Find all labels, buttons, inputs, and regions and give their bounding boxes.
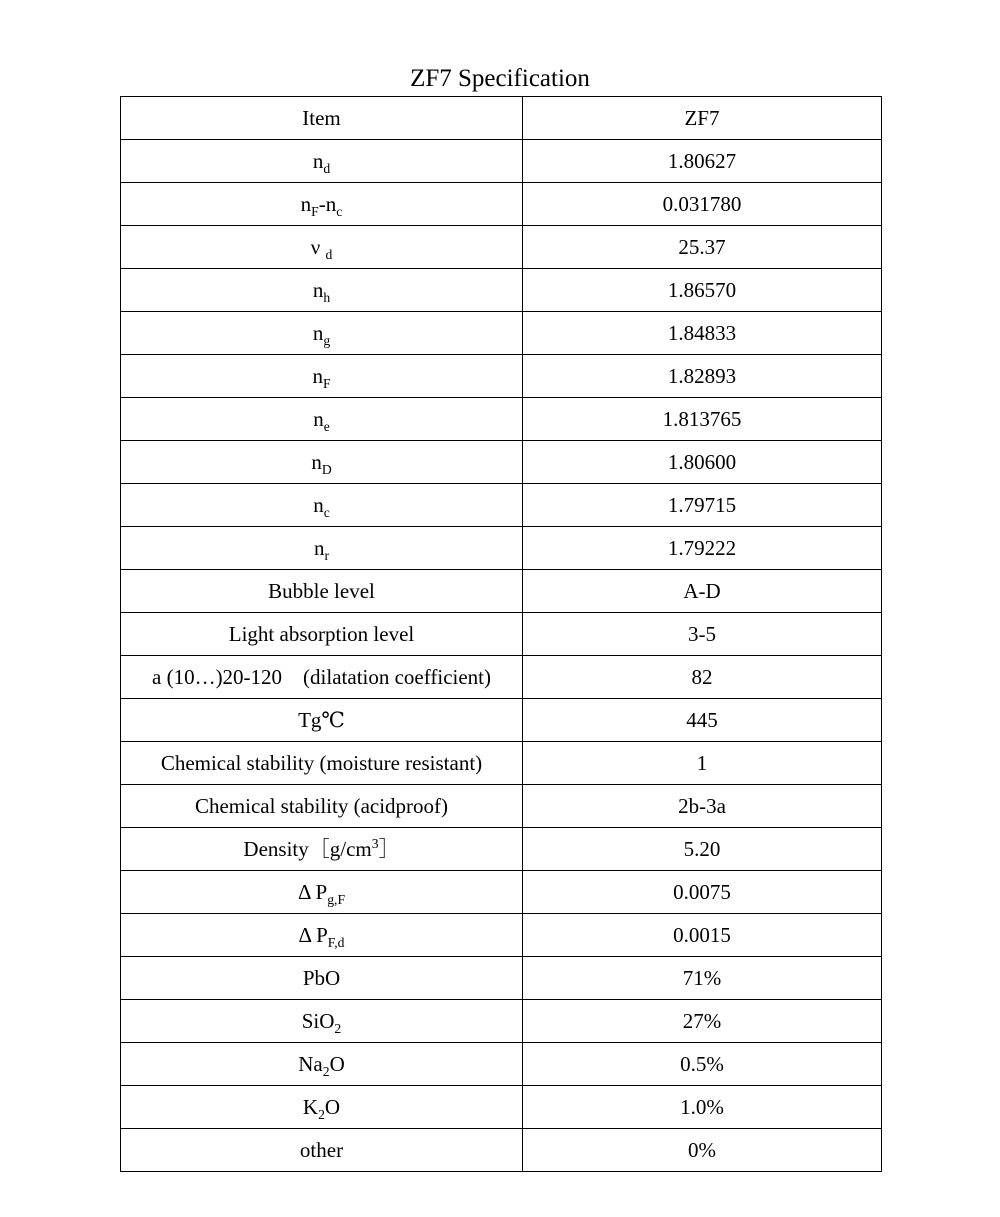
table-row: [121, 785, 882, 828]
row-value-cell: 1.79715: [523, 484, 882, 527]
row-value-cell: 0%: [523, 1129, 882, 1172]
item-text: Chemical stability (acidproof): [194, 794, 449, 818]
row-item-cell: [121, 828, 523, 871]
row-item-cell: [121, 269, 523, 312]
row-value-cell: 2b-3a: [523, 785, 882, 828]
row-item-cell: [121, 742, 523, 785]
table-row: [121, 914, 882, 957]
item-subscript: F,d: [327, 934, 345, 950]
row-value-cell: 0.031780: [523, 183, 882, 226]
item-text-tail: ］: [378, 837, 400, 861]
item-subscript: 2: [318, 1106, 325, 1122]
row-value-cell: 82: [523, 656, 882, 699]
row-value-cell: 445: [523, 699, 882, 742]
table-row: [121, 183, 882, 226]
item-subscript: F: [322, 375, 331, 391]
item-text: n: [313, 493, 324, 517]
item-subscript: d: [323, 160, 331, 176]
table-row: [121, 957, 882, 1000]
item-text: Bubble level: [268, 579, 375, 603]
row-value-cell: A-D: [523, 570, 882, 613]
table-row: [121, 742, 882, 785]
row-item-cell: [121, 785, 523, 828]
item-text-mid: -n: [318, 192, 337, 216]
row-item-cell: [121, 1043, 523, 1086]
table-row: [121, 398, 882, 441]
row-value-cell: 0.5%: [523, 1043, 882, 1086]
item-text-tail: O: [324, 1095, 341, 1119]
item-subscript: g: [323, 332, 331, 348]
table-row: [121, 699, 882, 742]
item-subscript-2: c: [336, 203, 343, 219]
item-text: Tg℃: [298, 708, 345, 732]
table-row: [121, 570, 882, 613]
table-row: [121, 527, 882, 570]
row-value-cell: 3-5: [523, 613, 882, 656]
row-value-cell: 25.37: [523, 226, 882, 269]
table-row: [121, 1043, 882, 1086]
row-value-cell: 1.80600: [523, 441, 882, 484]
row-value-cell: 1.82893: [523, 355, 882, 398]
row-item-cell: [121, 398, 523, 441]
row-item-cell: [121, 1000, 523, 1043]
row-item-cell: [121, 355, 523, 398]
row-item-cell: [121, 226, 523, 269]
spec-table: [120, 96, 882, 1172]
item-text: PbO: [302, 966, 341, 990]
table-row: [121, 828, 882, 871]
item-text: n: [311, 450, 322, 474]
table-row: [121, 613, 882, 656]
item-text: Δ P: [298, 923, 328, 947]
row-item-cell: [121, 312, 523, 355]
row-value-cell: 71%: [523, 957, 882, 1000]
table-row: [121, 140, 882, 183]
item-subscript: F: [311, 203, 319, 219]
table-row: [121, 656, 882, 699]
row-value-cell: 1.813765: [523, 398, 882, 441]
row-item-cell: [121, 871, 523, 914]
row-value-cell: 1.79222: [523, 527, 882, 570]
item-text: Chemical stability (moisture resistant): [160, 751, 483, 775]
column-header-item: Item: [121, 97, 523, 140]
item-text: K: [302, 1095, 319, 1119]
item-subscript: D: [321, 461, 332, 477]
item-text: n: [312, 321, 324, 345]
item-text: Density［g/cm: [243, 837, 372, 861]
row-item-cell: [121, 484, 523, 527]
row-value-cell: 1: [523, 742, 882, 785]
table-row: [121, 871, 882, 914]
row-item-cell: [121, 140, 523, 183]
item-subscript: 2: [334, 1020, 342, 1036]
item-text: n: [312, 364, 323, 388]
table-row: [121, 269, 882, 312]
table-header-row: [121, 97, 882, 140]
item-subscript: e: [323, 418, 330, 434]
table-row: [121, 1129, 882, 1172]
row-item-cell: [121, 613, 523, 656]
row-item-cell: [121, 527, 523, 570]
item-text-tail: O: [329, 1052, 345, 1076]
row-item-cell: [121, 656, 523, 699]
item-subscript: r: [324, 547, 330, 563]
table-row: [121, 1086, 882, 1129]
row-item-cell: [121, 914, 523, 957]
table-row: [121, 226, 882, 269]
item-superscript: 3: [371, 835, 379, 851]
item-text: other: [299, 1138, 344, 1162]
item-subscript: h: [323, 289, 331, 305]
item-text: Light absorption level: [228, 622, 415, 646]
item-subscript: d: [325, 246, 333, 262]
column-header-value: ZF7: [523, 97, 882, 140]
row-item-cell: [121, 570, 523, 613]
row-value-cell: 1.0%: [523, 1086, 882, 1129]
document-title: ZF7 Specification: [410, 65, 590, 92]
item-subscript: c: [323, 504, 330, 520]
row-value-cell: 0.0015: [523, 914, 882, 957]
row-item-cell: [121, 441, 523, 484]
item-text: Na: [298, 1052, 323, 1076]
row-item-cell: [121, 183, 523, 226]
row-value-cell: 5.20: [523, 828, 882, 871]
row-item-cell: [121, 957, 523, 1000]
table-row: [121, 484, 882, 527]
row-value-cell: 27%: [523, 1000, 882, 1043]
spec-table-body: [121, 97, 882, 1172]
item-text: Δ P: [297, 880, 328, 904]
item-text: n: [300, 192, 312, 216]
row-value-cell: 1.86570: [523, 269, 882, 312]
item-text: n: [312, 278, 324, 302]
row-item-cell: [121, 1129, 523, 1172]
row-value-cell: 0.0075: [523, 871, 882, 914]
item-text: n: [312, 149, 324, 173]
item-subscript: g,F: [327, 891, 346, 907]
item-text: SiO: [301, 1009, 335, 1033]
item-text: n: [313, 407, 324, 431]
row-value-cell: 1.84833: [523, 312, 882, 355]
item-text: a (10…)20-120 (dilatation coefficient): [152, 665, 491, 689]
item-text: n: [313, 536, 325, 560]
row-item-cell: [121, 1086, 523, 1129]
row-item-cell: [121, 699, 523, 742]
table-row: [121, 312, 882, 355]
table-row: [121, 1000, 882, 1043]
table-row: [121, 441, 882, 484]
table-row: [121, 355, 882, 398]
item-text: ν: [310, 235, 326, 259]
item-subscript: 2: [322, 1063, 330, 1079]
row-value-cell: 1.80627: [523, 140, 882, 183]
